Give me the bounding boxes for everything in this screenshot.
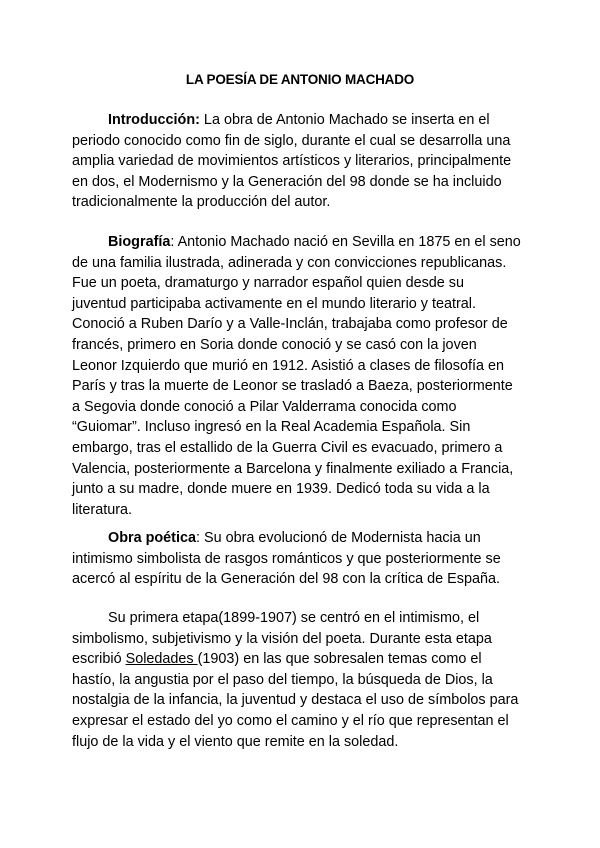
- biography-heading: Biografía: [108, 234, 171, 250]
- intro-text: La obra de Antonio Machado se inserta en el periodo conocido como fin de siglo, durante el cual se desarrolla una amplia variedad de movimientos artísticos y literarios, principalmente en dos, el Modernismo y la Generación del 98 donde se ha incluido tradicionalmente la producción del autor.: [72, 112, 512, 211]
- work-text: : Su obra evolucionó de Modernista hacia un intimismo simbolista de rasgos románticos y que posteriormente se acercó al espíritu de la Generación del 98 con la crítica de España.: [72, 530, 501, 588]
- biography-text: : Antonio Machado nació en Sevilla en 1875 en el seno de una familia ilustrada, adinerada y con convicciones republicanas. Fue un poeta, dramaturgo y narrador español quien desde su juventud participaba activamente en el mundo literario y teatral. Conoció a Ruben Darío y a Valle-Inclán, trabajaba como profesor de francés, primero en Soria donde conoció y se casó con la joven Leonor Izquierdo que murió en 1912. Asistió a clases de filosofía en París y tras la muerte de Leonor se trasladó a Baeza, posteriormente a Segovia donde conoció a Pilar Valderrama conocida como “Guiomar”. Incluso ingresó en la Real Academia Española. Sin embargo, tras el estallido de la Guerra Civil es evacuado, primero a Valencia, posteriormente a Barcelona y finalmente exiliado a Francia, junto a su madre, donde muere en 1939. Dedicó toda su vida a la literatura.: [72, 234, 521, 518]
- biography-paragraph: [72, 232, 522, 520]
- document-title: LA POESÍA DE ANTONIO MACHADO: [185, 72, 415, 87]
- first-stage-text-before: Su primera etapa(1899-1907) se centró en el intimismo, el simbolismo, subjetivismo y la visión del poeta. Durante esta etapa escribió: [72, 610, 492, 668]
- book-title-soledades: Soledades: [125, 651, 198, 668]
- intro-paragraph: [72, 110, 522, 213]
- first-stage-text-after: (1903) en las que sobresalen temas como el hastío, la angustia por el paso del tiempo, la búsqueda de Dios, la nostalgia de la infancia, la juventud y destaca el uso de símbolos para expresar el estado del yo como el camino y el río que representan el flujo de la vida y el viento que remite en la soledad.: [72, 651, 519, 750]
- work-paragraph: [72, 528, 522, 590]
- intro-heading: Introducción:: [108, 112, 200, 128]
- work-heading: Obra poética: [108, 530, 196, 546]
- first-stage-paragraph: [72, 608, 522, 752]
